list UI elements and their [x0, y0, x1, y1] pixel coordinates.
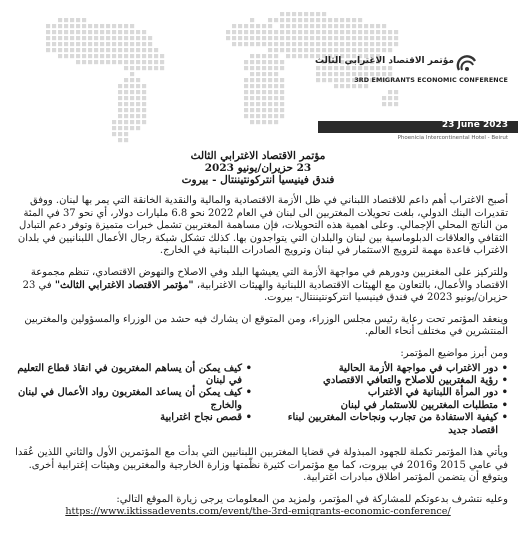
- topic-item: • كيف يمكن أن يساهم المغتربون في انقاذ قطاع التعليم في لبنان: [8, 363, 252, 388]
- header-banner: [0, 0, 518, 148]
- topic-item: • دور الاغتراب في مواجهة الأزمة الحالية: [264, 363, 508, 375]
- conference-title-english: 3RD EMIGRANTS ECONOMIC CONFERENCE: [354, 76, 508, 84]
- topic-item: • دور المرأة اللبنانية في الاغتراب: [264, 387, 508, 399]
- page-title: [8, 150, 508, 186]
- conference-title-arabic: مؤتمر الاقتصاد الاغترابي الثالث: [314, 56, 454, 66]
- paragraph-invitation: وعليه نتشرف بدعوتكم للمشاركة في المؤتمر، ولمزيد من المعلومات يرجى زيارة الموقع التالي:: [116, 493, 508, 505]
- title-line-venue: فندق فينيسيا انتركونتيننتال - بيروت: [181, 174, 335, 186]
- paragraph-organizers: [8, 267, 508, 305]
- topics-list: [8, 363, 508, 437]
- title-line-name: مؤتمر الاقتصاد الاغترابي الثالث: [190, 150, 326, 162]
- topic-item: • كيفية الاستفادة من تجارب ونجاحات المغتربين لبناء اقتصاد جديد: [264, 412, 508, 437]
- conference-name-bold: "مؤتمر الاقتصاد الاغترابي الثالث": [54, 279, 194, 291]
- topics-column-left: [8, 363, 252, 437]
- topic-item: • كيف يمكن أن يساعد المغتربون رواد الأعمال في لبنان والخارج: [8, 387, 252, 412]
- topics-intro: ومن أبرز مواضيع المؤتمر:: [400, 347, 508, 359]
- conference-logo-icon: [456, 55, 478, 73]
- paragraph-background: ويأتي هذا المؤتمر تكملة للجهود المبذولة في قضايا المغتربين اللبنانيين التي بدأت مع المؤتمرين الأول والثاني اللذين عُقدا في عامي 2015 و2016 في بيروت، كما مع مؤتمرات كثيرة نظّمتها وزارة الخارجية والمغتربين وهيئات إغترابية أخرى. ويتوقع أن يتضمن المؤتمر اطلاق مبادرات اغترابية.: [15, 446, 508, 484]
- paragraph-organizers-text: وللتركيز على المغتربين ودورهم في مواجهة الأزمة التي يعيشها البلد وفي الاصلاح والنهوض الاقتصادي، تنظم مجموعة الاقتصاد والأعمال، بالتعاون مع الهيئات الاقتصادية اللبنانية والهيئات الاغترابية،: [30, 266, 508, 291]
- paragraph-patronage: وينعقد المؤتمر تحت رعاية رئيس مجلس الوزراء، ومن المتوقع ان يشارك فيه حشد من الوزراء والمسؤولين والمغتربين المنتشرين في مختلف أنحاء العالم.: [24, 313, 508, 338]
- topic-item: • متطلبات المغتربين للاستثمار في لبنان: [264, 400, 508, 412]
- title-line-date: 23 حزيران/يونيو 2023: [204, 162, 312, 174]
- event-link[interactable]: https://www.iktissadevents.com/event/the-3rd-emigrants-economic-conference/: [65, 506, 451, 518]
- conference-date: 23 June 2023: [441, 120, 508, 130]
- paragraph-intro: أصبح الاغتراب أهم داعم للاقتصاد اللبناني في ظل الأزمة الاقتصادية والمالية والنقدية الخانقة التي يمر بها لبنان. ووفق تقديرات البنك الدولي، بلغت تحويلات المغتربين الى لبنان في العام 2022 نحو 6.8 مليارات دولار، أي نحو 37 في المئة من الناتج المحلي الإجمالي. وعلى اهمية هذه التحويلات، فإن مساهمة المغتربين تشمل خبرات متميزة وتوفر دعم التبادل الثقافي والعلاقات الدبلوماسية بين لبنان والبلدان التي يتواجدون بها. كذلك تشكل شبكة رجال الأعمال اللبنانيين في بلدان الاغتراب قاعدة مهمة لترويج الاستثمار في لبنان وترويج الصادرات اللبنانية في الخارج.: [17, 195, 508, 257]
- conference-venue: Phoenicia Intercontinental Hotel - Beirut: [397, 135, 508, 141]
- topic-item: • رؤية المغتربين للاصلاح والتعافي الاقتصادي: [264, 375, 508, 387]
- topics-column-right: [264, 363, 508, 437]
- paragraph-organizers-date: في 23 حزيران/يونيو 2023 في فندق فينيسيا انتركونتيننتال- بيروت.: [22, 279, 508, 304]
- invitation-body: [8, 150, 508, 519]
- topic-item: • قصص نجاح اغترابية: [8, 412, 252, 424]
